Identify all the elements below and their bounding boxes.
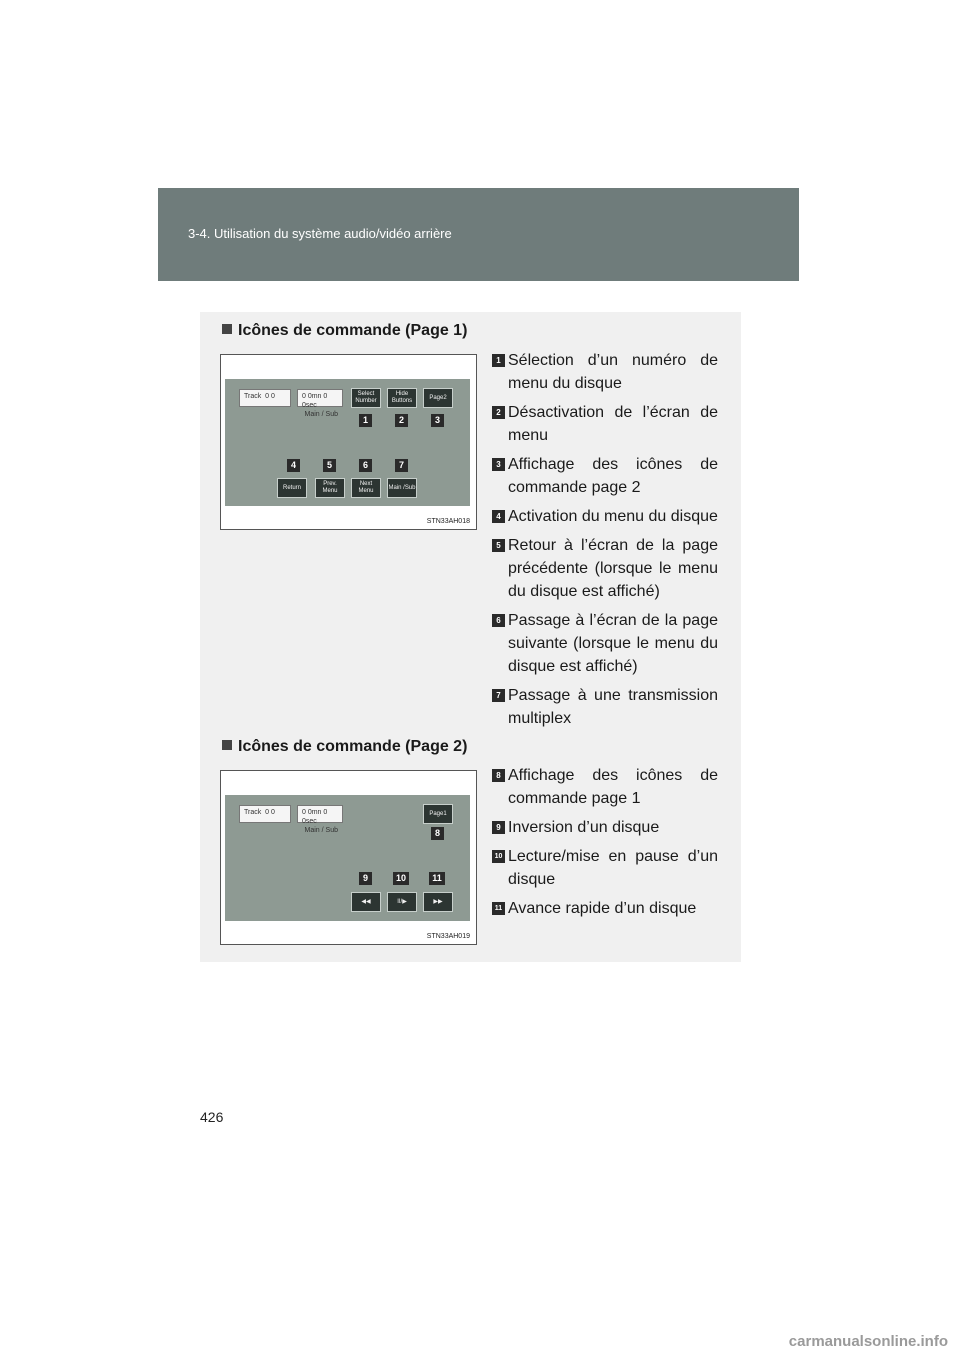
screen-page2 [225,795,470,921]
prev-menu-button[interactable]: Prev. Menu [315,478,345,498]
fast-forward-button[interactable]: ▶▶ [423,892,453,912]
marker-1: 1 [359,414,372,427]
time-display: 0 0mn 0 0sec Main / Sub [297,805,343,823]
list-item: 9 Inversion d’un disque [490,816,718,839]
select-number-button[interactable]: Select Number [351,388,381,408]
list-item: 8 Affichage des icônes de commande page 1 [490,764,718,810]
content-panel [200,312,741,962]
item-list-page2 [490,764,718,926]
page1-button[interactable]: Page1 [423,804,453,824]
rewind-button[interactable]: ◀◀ [351,892,381,912]
return-button[interactable]: Return [277,478,307,498]
figure-code: STN33AH019 [426,933,470,940]
section-2-title: Icônes de commande (Page 2) [222,738,467,756]
list-item: 11 Avance rapide d’un disque [490,897,718,920]
watermark: carmanualsonline.info [788,1333,948,1350]
play-pause-button[interactable]: II/▶ [387,892,417,912]
track-display: Track 0 0 [239,805,291,823]
section-header-title: 3-4. Utilisation du système audio/vidéo arrière [188,226,452,241]
list-item: 1 Sélection d’un numéro de menu du disque [490,349,718,395]
item-list-page1 [490,349,718,736]
hide-buttons-button[interactable]: Hide Buttons [387,388,417,408]
list-item: 7 Passage à une transmission multiplex [490,684,718,730]
section-1-title: Icônes de commande (Page 1) [222,322,467,340]
page2-button[interactable]: Page2 [423,388,453,408]
marker-3: 3 [431,414,444,427]
page-number: 426 [200,1109,224,1125]
marker-6: 6 [359,459,372,472]
list-item: 5 Retour à l’écran de la page précédente (lorsque le menu du disque est affiché) [490,534,718,603]
marker-9: 9 [359,872,372,885]
square-bullet-icon [222,324,232,334]
marker-5: 5 [323,459,336,472]
screen-page1 [225,379,470,506]
section-header [158,188,799,281]
figure-page1 [220,354,477,530]
list-item: 4 Activation du menu du disque [490,505,718,528]
marker-8: 8 [431,827,444,840]
time-display: 0 0mn 0 0sec Main / Sub [297,389,343,407]
square-bullet-icon [222,740,232,750]
marker-2: 2 [395,414,408,427]
marker-7: 7 [395,459,408,472]
marker-4: 4 [287,459,300,472]
figure-page2 [220,770,477,945]
track-display: Track 0 0 [239,389,291,407]
marker-11: 11 [429,872,445,885]
list-item: 3 Affichage des icônes de commande page 2 [490,453,718,499]
next-menu-button[interactable]: Next Menu [351,478,381,498]
list-item: 6 Passage à l’écran de la page suivante (lorsque le menu du disque est affiché) [490,609,718,678]
list-item: 2 Désactivation de l’écran de menu [490,401,718,447]
list-item: 10 Lecture/mise en pause d’un disque [490,845,718,891]
marker-10: 10 [393,872,409,885]
figure-code: STN33AH018 [426,518,470,525]
main-sub-button[interactable]: Main /Sub [387,478,417,498]
